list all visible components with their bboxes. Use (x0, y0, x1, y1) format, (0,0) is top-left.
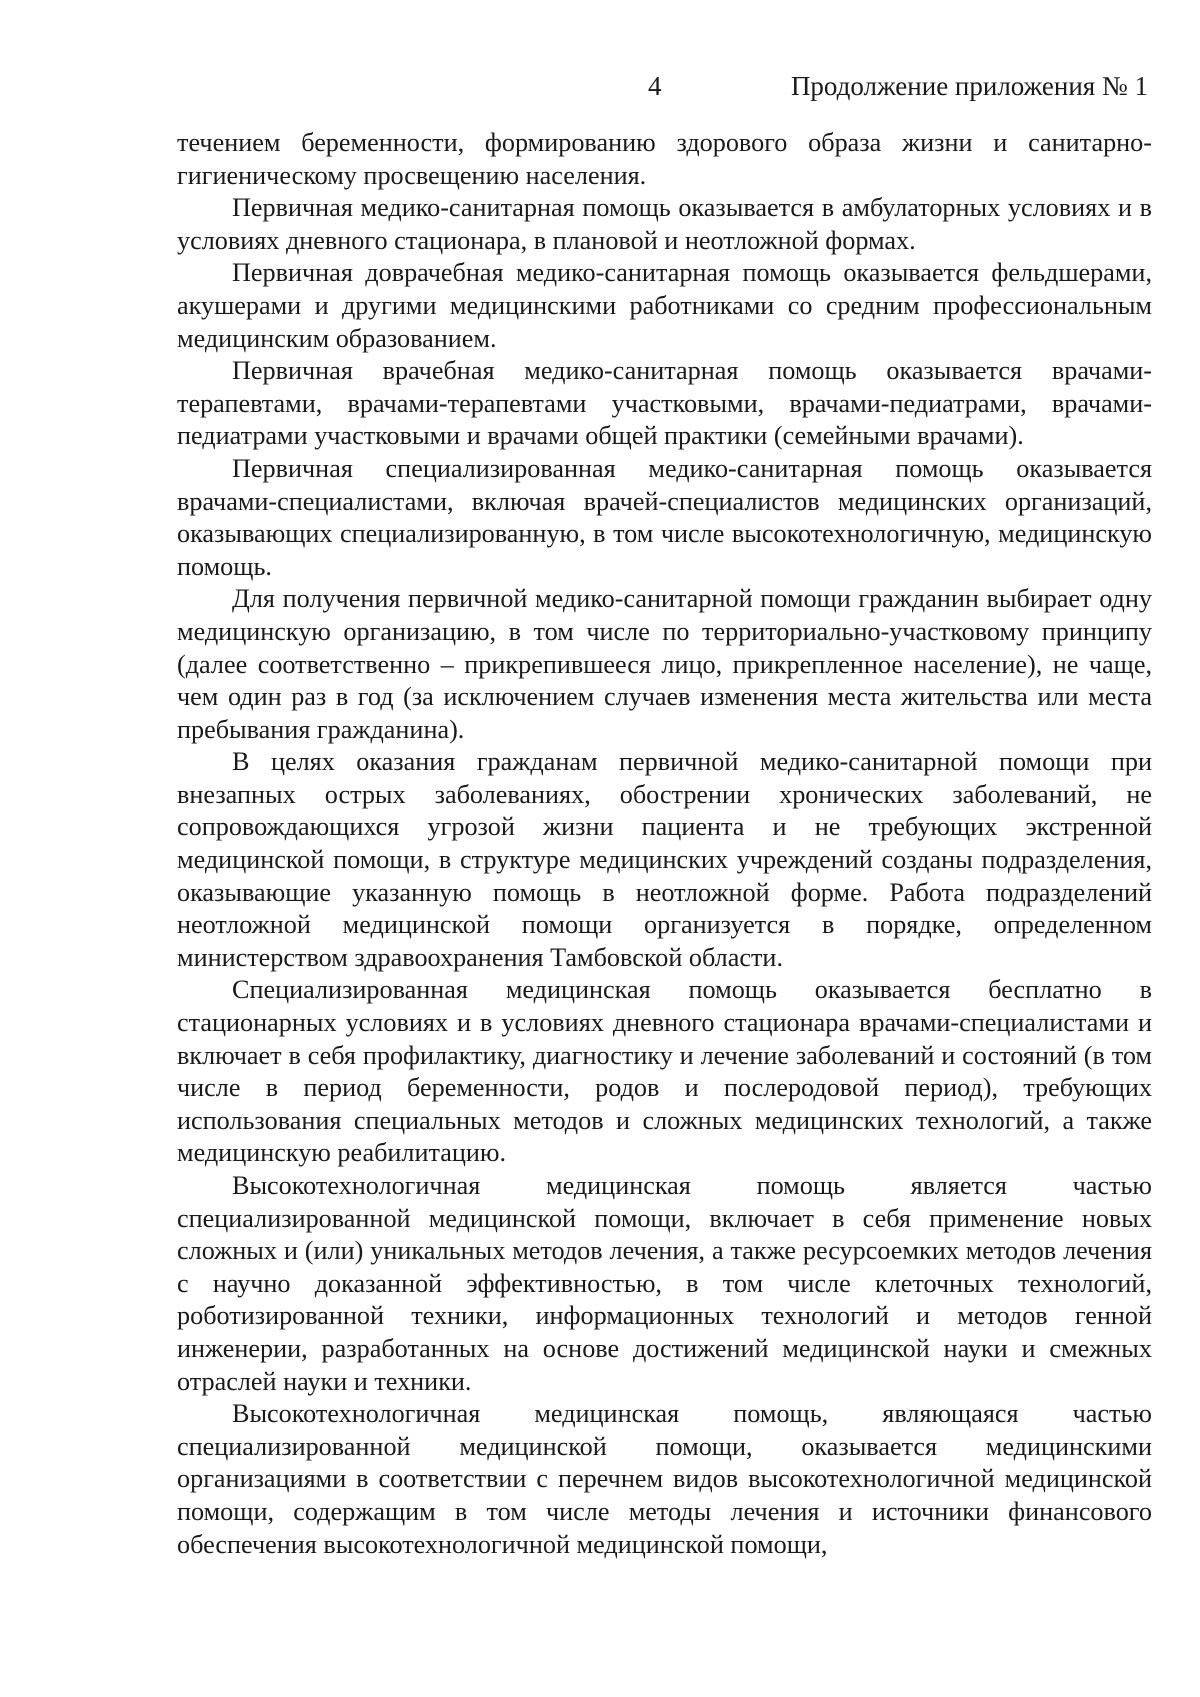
paragraph: Первичная врачебная медико-санитарная помощь оказывается врачами-терапевтами, врачами-терапевтами участковыми, врачами-педиатрами, врачами-педиатрами участковыми и врачами общей практики (семейными врачами). (177, 356, 1152, 451)
page-header (0, 66, 1200, 106)
paragraph: Первичная доврачебная медико-санитарная помощь оказывается фельдшерами, акушерами и другими медицинскими работниками со средним профессиональным медицинским образованием. (177, 258, 1152, 353)
paragraph: Первичная специализированная медико-санитарная помощь оказывается врачами-специалистами, включая врачей-специалистов медицинских организаций, оказывающих специализированную, в том числе высокотехнологичную, медицинскую помощь. (177, 453, 1152, 581)
paragraph: Высокотехнологичная медицинская помощь является частью специализированной медицинской помощи, включает в себя применение новых сложных и (или) уникальных методов лечения, а также ресурсоемких методов лечения с научно доказанной эффективностью, в том числе клеточных технологий, роботизированной техники, информационных технологий и методов генной инженерии, разработанных на основе достижений медицинской науки и смежных отраслей науки и техники. (177, 1171, 1152, 1396)
paragraph: Для получения первичной медико-санитарной помощи гражданин выбирает одну медицинскую организацию, в том числе по территориально-участковому принципу (далее соответственно – прикрепившееся лицо, прикрепленное население), не чаще, чем один раз в год (за исключением случаев изменения места жительства или места пребывания гражданина). (177, 584, 1152, 744)
paragraph: В целях оказания гражданам первичной медико-санитарной помощи при внезапных острых заболеваниях, обострении хронических заболеваний, не сопровождающихся угрозой жизни пациента и не требующих экстренной медицинской помощи, в структуре медицинских учреждений созданы подразделения, оказывающие указанную помощь в неотложной форме. Работа подразделений неотложной медицинской помощи организуется в порядке, определенном министерством здравоохранения Тамбовской области. (177, 747, 1152, 972)
page-number: 4 (648, 71, 662, 101)
document-body (177, 127, 1152, 1561)
paragraph: Первичная медико-санитарная помощь оказывается в амбулаторных условиях и в условиях дневного стационара, в плановой и неотложной формах. (177, 193, 1152, 255)
appendix-continuation-note: Продолжение приложения № 1 (790, 71, 1148, 101)
paragraph: течением беременности, формированию здорового образа жизни и санитарно-гигиеническому просвещению населения. (177, 128, 1152, 190)
paragraph: Высокотехнологичная медицинская помощь, являющаяся частью специализированной медицинской помощи, оказывается медицинскими организациями в соответствии с перечнем видов высокотехнологичной медицинской помощи, содержащим в том числе методы лечения и источники финансового обеспечения высокотехнологичной медицинской помощи, (177, 1399, 1152, 1559)
paragraph: Специализированная медицинская помощь оказывается бесплатно в стационарных условиях и в условиях дневного стационара врачами-специалистами и включает в себя профилактику, диагностику и лечение заболеваний и состояний (в том числе в период беременности, родов и послеродовой период), требующих использования специальных методов и сложных медицинских технологий, а также медицинскую реабилитацию. (177, 975, 1152, 1168)
